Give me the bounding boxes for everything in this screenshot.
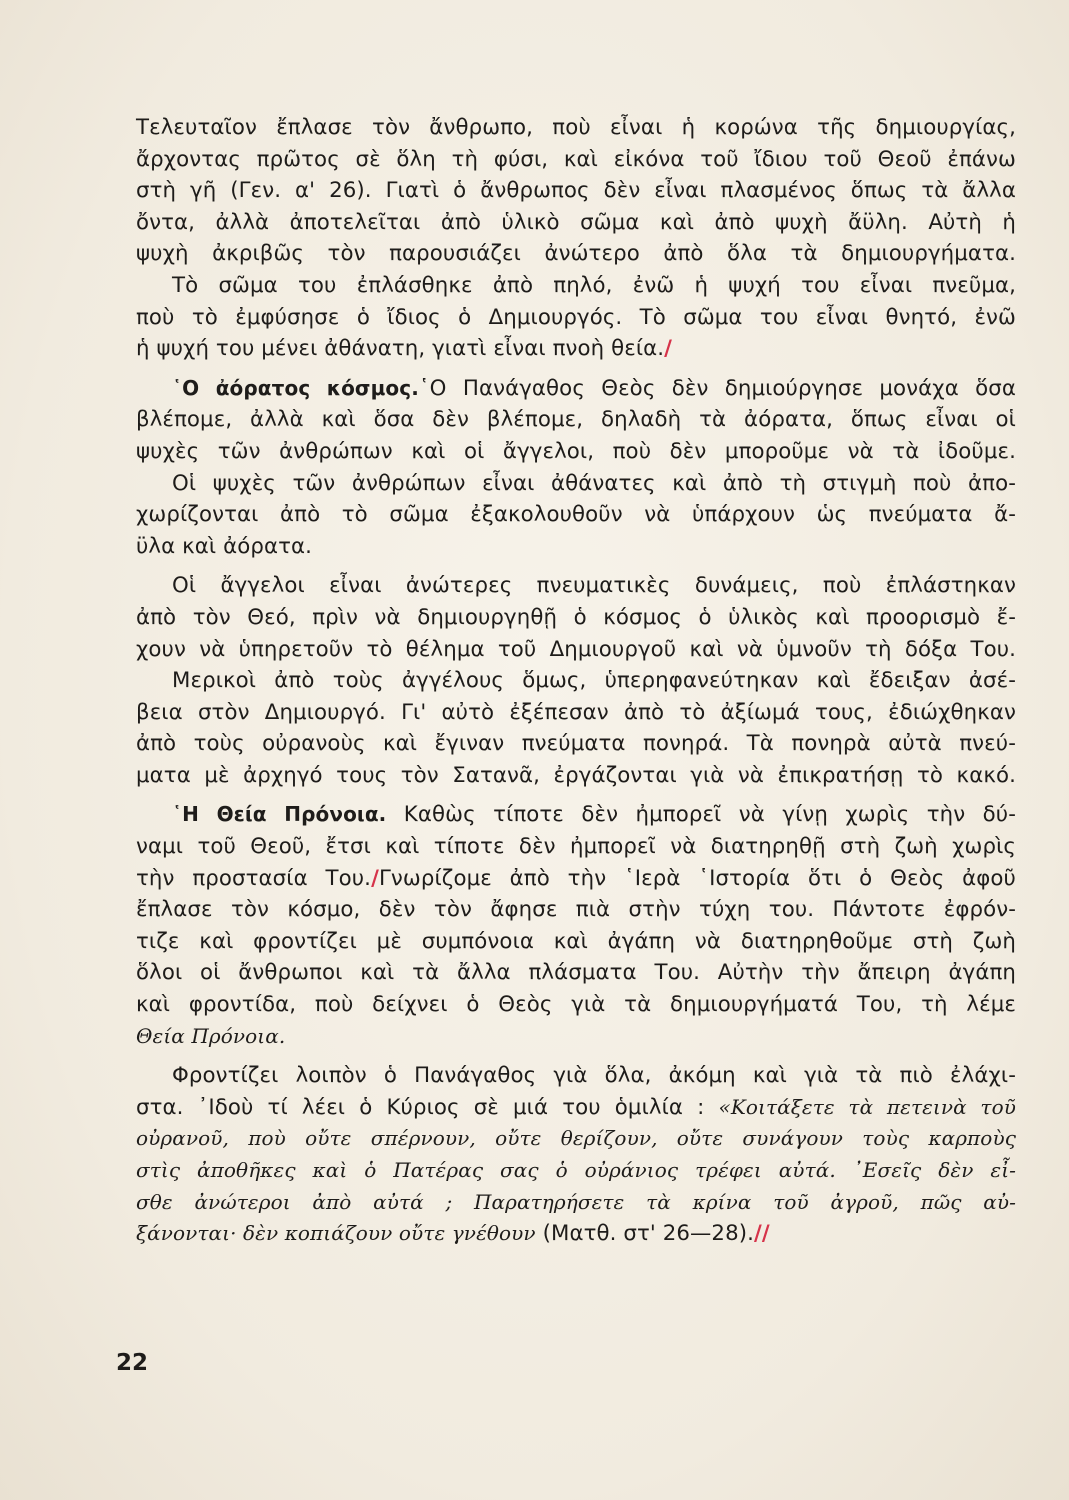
body-text (136, 112, 1016, 1250)
scripture-quote-line: στὶς ἀποθῆκες καὶ ὁ Πατέρας σας ὁ οὐράνιος τρέφει αὐτά. ᾿Εσεῖς δὲν εἶ- (136, 1158, 1016, 1182)
scripture-quote-line: σθε ἀνώτεροι ἀπὸ αὐτά ; Παρατηρήσετε τὰ κρίνα τοῦ ἀγροῦ, πῶς αὐ- (136, 1189, 1016, 1214)
red-pen-mark: / (371, 865, 379, 891)
paragraph-invisible-world (136, 373, 1016, 468)
text-line (136, 1092, 1016, 1124)
paragraph-souls (136, 468, 1016, 563)
red-pen-mark: / (664, 336, 673, 362)
text-line: βλέπομε, ἀλλὰ καὶ ὅσα δὲν βλέπομε, δηλαδὴ τὰ ἀόρατα, ὅπως εἶναι οἱ (136, 407, 1016, 433)
scripture-quote-line: οὐρανοῦ, ποὺ οὔτε σπέρνουν, οὔτε θερίζουν, οὔτε συνάγουν τοὺς καρποὺς (136, 1126, 1016, 1151)
text-segment: τὴν προστασία Του. (136, 865, 372, 891)
text-line (136, 863, 1016, 895)
text-line (136, 1218, 1016, 1250)
scripture-quote: «Κοιτάξετε τὰ πετεινὰ τοῦ (718, 1094, 1016, 1119)
text-line: τιζε καὶ φροντίζει μὲ συμπόνοια καὶ ἀγάπη νὰ διατηρηθοῦμε στὴ ζωὴ (136, 928, 1016, 954)
text-line: Οἱ ἄγγελοι εἶναι ἀνώτερες πνευματικὲς δυνάμεις, ποὺ ἐπλάστηκαν (172, 573, 1016, 599)
text-line: στὴ γῆ (Γεν. α' 26). Γιατὶ ὁ ἄνθρωπος δὲν εἶναι πλασμένος ὅπως τὰ ἄλλα (136, 178, 1016, 204)
paragraph-body-and-soul (136, 270, 1016, 365)
paragraph-angels (136, 570, 1016, 665)
text-line (136, 1021, 1016, 1053)
scripture-reference: (Ματθ. στ' 26—28). (542, 1221, 755, 1247)
text-line: ὅλοι οἱ ἄνθρωποι καὶ τὰ ἄλλα πλάσματα Του. Αὐτὴν τὴν ἄπειρη ἀγάπη (136, 960, 1016, 986)
text-line: ποὺ τὸ ἐμφύσησε ὁ ἴδιος ὁ Δημιουργός. Τὸ σῶμα του εἶναι θνητό, ἐνῶ (136, 304, 1016, 330)
scripture-quote: ξάνονται· δὲν κοπιάζουν οὔτε γνέθουν (136, 1221, 536, 1246)
text-line (136, 799, 1016, 831)
text-line: Οἱ ψυχὲς τῶν ἀνθρώπων εἶναι ἀθάνατες καὶ ἀπὸ τὴ στιγμὴ ποὺ ἀπο- (172, 470, 1016, 496)
text-line: Φροντίζει λοιπὸν ὁ Πανάγαθος γιὰ ὅλα, ἀκόμη καὶ γιὰ τὰ πιὸ ἐλάχι- (172, 1063, 1016, 1089)
text-line (136, 333, 1016, 365)
paragraph-creation-of-man (136, 112, 1016, 270)
section-heading-invisible-world: ῾Ο ἀόρατος κόσμος. (172, 375, 419, 400)
red-pen-mark: // (754, 1221, 770, 1247)
text-line: Μερικοὶ ἀπὸ τοὺς ἀγγέλους ὅμως, ὑπερηφανεύτηκαν καὶ ἔδειξαν ἀσέ- (172, 668, 1016, 694)
text-line: ματα μὲ ἀρχηγό τους τὸν Σατανᾶ, ἐργάζονται γιὰ νὰ ἐπικρατήσῃ τὸ κακό. (136, 762, 1016, 788)
paragraph-fallen-angels (136, 665, 1016, 791)
text-line: βεια στὸν Δημιουργό. Γι' αὐτὸ ἐξέπεσαν ἀπὸ τὸ ἀξίωμά τους, ἐδιώχθηκαν (136, 699, 1016, 725)
paragraph-divine-providence (136, 799, 1016, 1052)
text-line: καὶ φροντίδα, ποὺ δείχνει ὁ Θεὸς γιὰ τὰ δημιουργήματά Του, τὴ λέμε (136, 992, 1016, 1018)
text-segment: στα. ᾿Ιδοὺ τί λέει ὁ Κύριος σὲ μιά του ὁμιλία : (136, 1094, 705, 1120)
text-line: ἄρχοντας πρῶτος σὲ ὅλη τὴ φύσι, καὶ εἰκόνα τοῦ ἴδιου τοῦ Θεοῦ ἐπάνω (136, 146, 1016, 172)
text-line: χωρίζονται ἀπὸ τὸ σῶμα ἐξακολουθοῦν νὰ ὑπάρχουν ὡς πνεύματα ἄ- (136, 502, 1016, 528)
text-segment: Καθὼς τίποτε δὲν ἠμπορεῖ νὰ γίνῃ χωρὶς τὴν δύ- (403, 802, 1016, 828)
text-segment: ἡ ψυχή του μένει ἀθάνατη, γιατὶ εἶναι πνοὴ θεία. (136, 336, 665, 362)
text-line: ναμι τοῦ Θεοῦ, ἔτσι καὶ τίποτε δὲν ἠμπορεῖ νὰ διατηρηθῇ στὴ ζωὴ χωρὶς (136, 834, 1016, 860)
text-line: Τελευταῖον ἔπλασε τὸν ἄνθρωπο, ποὺ εἶναι ἡ κορώνα τῆς δημιουργίας, (136, 115, 1016, 140)
page-number: 22 (116, 1350, 149, 1376)
text-line: ἔπλασε τὸν κόσμο, δὲν τὸν ἄφησε πιὰ στὴν τύχη του. Πάντοτε ἐφρόν- (136, 897, 1016, 923)
text-line: ἀπὸ τὸν Θεό, πρὶν νὰ δημιουργηθῇ ὁ κόσμος ὁ ὑλικὸς καὶ προορισμὸ ἔ- (136, 604, 1016, 630)
text-line: ὄντα, ἀλλὰ ἀποτελεῖται ἀπὸ ὑλικὸ σῶμα καὶ ἀπὸ ψυχὴ ἄϋλη. Αὐτὴ ἡ (136, 209, 1016, 235)
section-heading-divine-providence: ῾Η Θεία Πρόνοια. (172, 802, 387, 827)
text-line: ἀπὸ τοὺς οὐρανοὺς καὶ ἔγιναν πνεύματα πονηρά. Τὰ πονηρὰ αὐτὰ πνεύ- (136, 731, 1016, 757)
text-segment: ῾Ο Πανάγαθος Θεὸς δὲν δημιούργησε μονάχα ὅσα (418, 375, 1017, 401)
italic-term: Θεία Πρόνοια. (136, 1023, 286, 1048)
text-line: ϋλα καὶ ἀόρατα. (136, 533, 313, 559)
text-line: Τὸ σῶμα του ἐπλάσθηκε ἀπὸ πηλό, ἐνῶ ἡ ψυχή του εἶναι πνεῦμα, (172, 272, 1016, 298)
text-segment: Γνωρίζομε ἀπὸ τὴν ῾Ιερὰ ῾Ιστορία ὅτι ὁ Θεὸς ἀφοῦ (378, 865, 1016, 891)
text-line: ψυχὴ ἀκριβῶς τὸν παρουσιάζει ἀνώτερο ἀπὸ ὅλα τὰ δημιουργήματα. (136, 241, 1016, 267)
text-line (136, 373, 1016, 405)
text-line: χουν νὰ ὑπηρετοῦν τὸ θέλημα τοῦ Δημιουργοῦ καὶ νὰ ὑμνοῦν τὴ δόξα Του. (136, 636, 1016, 662)
paragraph-providence-quote (136, 1060, 1016, 1250)
text-line: ψυχὲς τῶν ἀνθρώπων καὶ οἱ ἄγγελοι, ποὺ δὲν μποροῦμε νὰ τὰ ἰδοῦμε. (136, 438, 1016, 464)
